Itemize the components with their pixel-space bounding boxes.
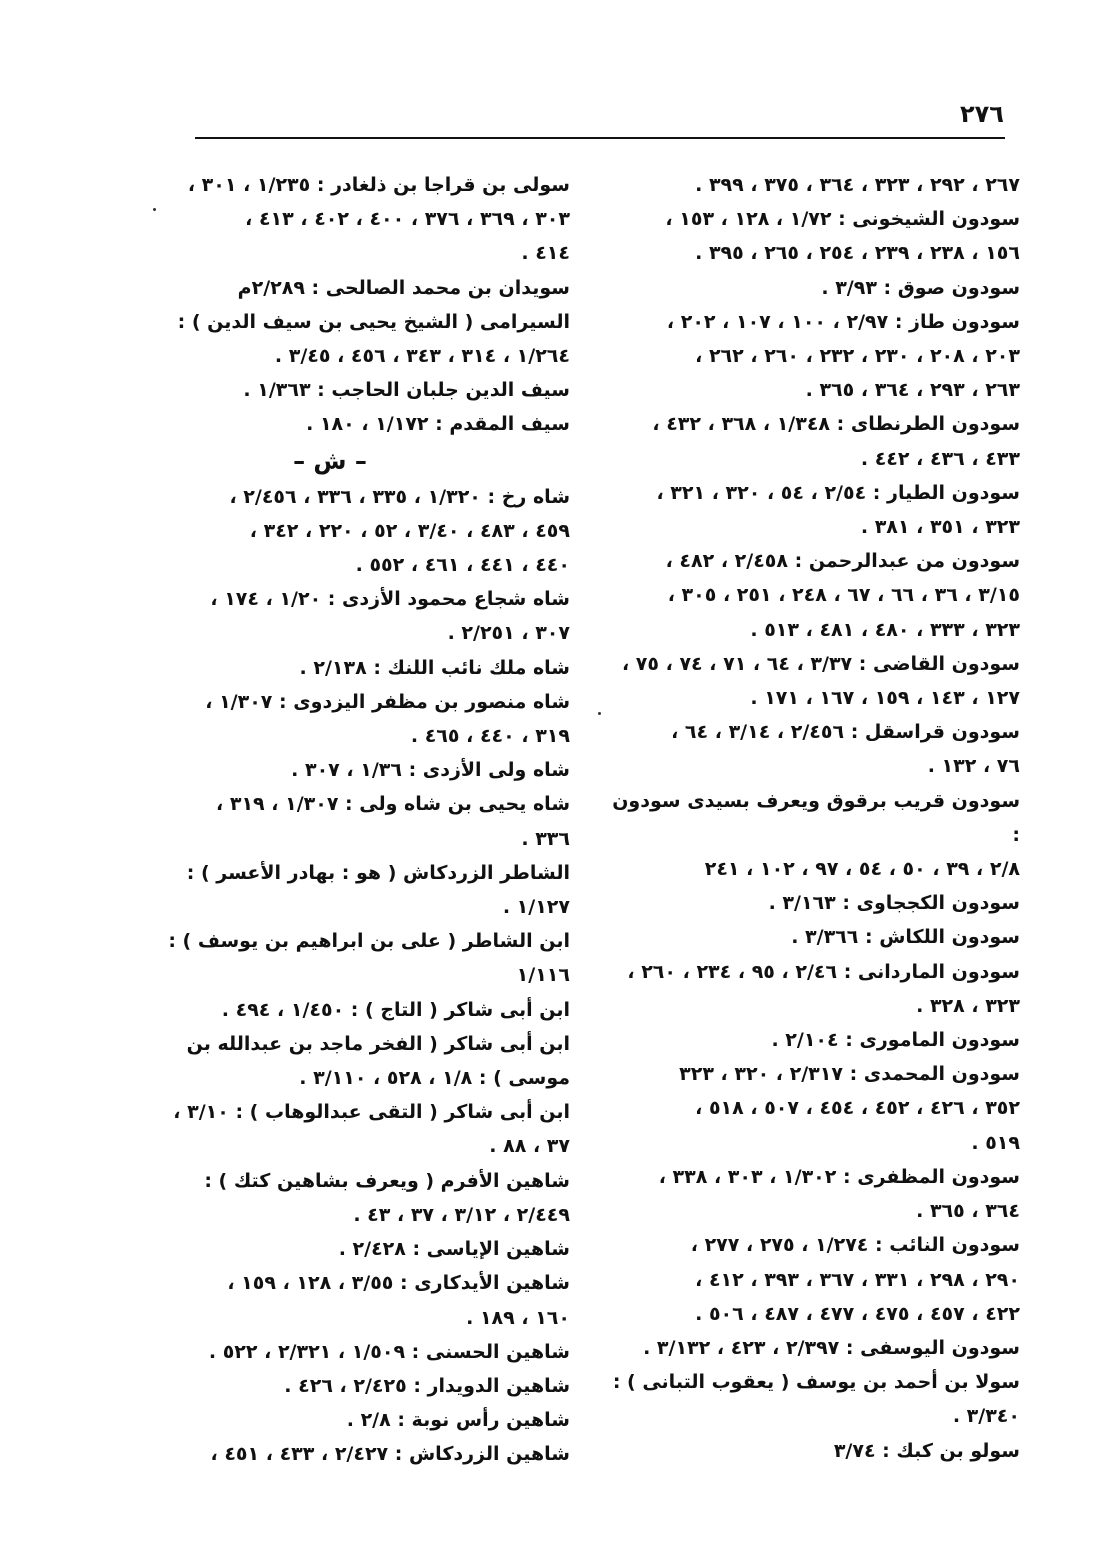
index-line: سودون المامورى : ٢/١٠٤ .: [771, 1029, 1020, 1052]
index-line: ٣٢٣ ، ٣٥١ ، ٣٨١ .: [860, 516, 1020, 539]
index-line: سيف المقدم : ١/١٧٢ ، ١٨٠ .: [306, 413, 570, 436]
index-line: ٣٢٣ ، ٣٢٨ .: [916, 994, 1020, 1017]
index-line: شاه يحيى بن شاه ولى : ١/٣٠٧ ، ٣١٩ ،: [216, 793, 570, 816]
index-line: موسى ) : ١/٨ ، ٥٢٨ ، ٣/١١٠ .: [299, 1067, 570, 1090]
page-number: ٢٧٦: [960, 100, 1004, 128]
index-line: سودون قريب برقوق ويعرف بسيدى سودون :: [612, 789, 1020, 846]
index-line: ٤٣٣ ، ٤٣٦ ، ٤٤٢ .: [860, 447, 1020, 470]
index-line: ٣/١٥ ، ٣٦ ، ٦٦ ، ٦٧ ، ٢٤٨ ، ٢٥١ ، ٣٠٥ ،: [667, 584, 1020, 607]
index-line: شاه رخ : ١/٣٢٠ ، ٣٣٥ ، ٣٣٦ ، ٢/٤٥٦ ،: [229, 485, 570, 508]
index-line: شاهين رأس نوبة : ٢/٨ .: [346, 1409, 570, 1432]
index-line: ٣١٩ ، ٤٤٠ ، ٤٦٥ .: [410, 725, 570, 748]
index-line: ٢/٨ ، ٣٩ ، ٥٠ ، ٥٤ ، ٩٧ ، ١٠٢ ، ٢٤١: [704, 858, 1020, 881]
index-line: شاهين الزردكاش : ٢/٤٢٧ ، ٤٣٣ ، ٤٥١ ،: [210, 1443, 570, 1466]
index-line: ٥١٩ .: [971, 1131, 1020, 1154]
index-line: ٢٠٣ ، ٢٠٨ ، ٢٣٠ ، ٢٣٢ ، ٢٦٠ ، ٢٦٢ ،: [695, 345, 1020, 368]
index-line: ابن أبى شاكر ( التقى عبدالوهاب ) : ٣/١٠ ،: [173, 1101, 570, 1124]
index-line: ١٥٦ ، ٢٣٨ ، ٢٣٩ ، ٢٥٤ ، ٢٦٥ ، ٣٩٥ .: [695, 242, 1020, 265]
index-line: ١/١١٦: [516, 964, 570, 987]
index-line: ١/١٢٧ .: [502, 896, 570, 919]
index-line: ٤١٤ .: [521, 242, 570, 265]
index-line: الشاطر الزردكاش ( هو : بهادر الأعسر ) :: [186, 861, 570, 884]
index-line: سودون من عبدالرحمن : ٢/٤٥٨ ، ٤٨٢ ،: [665, 550, 1020, 573]
index-line: شاه منصور بن مظفر اليزدوى : ١/٣٠٧ ،: [205, 690, 570, 713]
index-line: سودون قراسقل : ٢/٤٥٦ ، ٣/١٤ ، ٦٤ ،: [671, 721, 1020, 744]
index-line: شاه ولى الأزدى : ١/٣٦ ، ٣٠٧ .: [291, 759, 570, 782]
index-line: سودون اليوسفى : ٢/٣٩٧ ، ٤٢٣ ، ٣/١٣٢ .: [643, 1336, 1020, 1359]
index-line: ٢٦٣ ، ٢٩٣ ، ٣٦٤ ، ٣٦٥ .: [805, 379, 1020, 402]
index-line: سولو بن كبك : ٣/٧٤: [833, 1439, 1020, 1462]
index-line: ٣٣٦ .: [521, 827, 570, 850]
index-line: سودون الشيخونى : ١/٧٢ ، ١٢٨ ، ١٥٣ ،: [665, 208, 1020, 231]
index-line: ٣٠٣ ، ٣٦٩ ، ٣٧٦ ، ٤٠٠ ، ٤٠٢ ، ٤١٣ ،: [245, 208, 570, 231]
index-line: سودون اللكاش : ٣/٣٦٦ .: [791, 926, 1020, 949]
index-line: شاه شجاع محمود الأزدى : ١/٢٠ ، ١٧٤ ،: [210, 588, 570, 611]
index-line: ٣٧ ، ٨٨ .: [489, 1135, 570, 1158]
scan-speck: [598, 712, 601, 715]
index-line: ٣٦٤ ، ٣٦٥ .: [916, 1200, 1020, 1223]
index-line: سودون الطيار : ٢/٥٤ ، ٥٤ ، ٣٢٠ ، ٣٢١ ،: [656, 481, 1020, 504]
index-line: ٤٥٩ ، ٤٨٣ ، ٣/٤٠ ، ٥٢ ، ٢٢٠ ، ٣٤٢ ،: [249, 519, 570, 542]
index-line: شاه ملك نائب اللنك : ٢/١٣٨ .: [299, 656, 570, 679]
index-line: سولا بن أحمد بن يوسف ( يعقوب التبانى ) :: [612, 1371, 1020, 1394]
index-line: سولى بن قراجا بن ذلغادر : ١/٢٣٥ ، ٣٠١ ،: [187, 174, 570, 196]
index-column-left: [150, 168, 570, 1472]
index-line: ٣٢٣ ، ٣٣٣ ، ٤٨٠ ، ٤٨١ ، ٥١٣ .: [750, 618, 1020, 641]
index-line: السيرامى ( الشيخ يحيى بن سيف الدين ) :: [177, 310, 570, 333]
index-line: ٣٠٧ ، ٢/٢٥١ .: [447, 622, 570, 645]
index-line: شاهين الأفرم ( ويعرف بشاهين كتك ) :: [204, 1169, 570, 1192]
index-line: سودون طاز : ٢/٩٧ ، ١٠٠ ، ١٠٧ ، ٢٠٢ ،: [666, 310, 1020, 333]
index-line: ٢٦٧ ، ٢٩٢ ، ٣٢٣ ، ٣٦٤ ، ٣٧٥ ، ٣٩٩ .: [695, 174, 1020, 196]
index-line: سودون صوق : ٣/٩٣ .: [821, 276, 1020, 299]
index-line: سودون المحمدى : ٢/٣١٧ ، ٣٢٠ ، ٣٢٣: [679, 1063, 1020, 1086]
index-line: ١/٢٦٤ ، ٣١٤ ، ٣٤٣ ، ٤٥٦ ، ٣/٤٥ .: [274, 345, 570, 368]
header-rule: [195, 137, 1005, 139]
index-line: شاهين الأيدكارى : ٣/٥٥ ، ١٢٨ ، ١٥٩ ،: [227, 1272, 570, 1295]
section-heading-sheen: – ش –: [293, 446, 367, 475]
index-line: ١٦٠ ، ١٨٩ .: [466, 1306, 570, 1329]
index-line: ابن أبى شاكر ( الفخر ماجد بن عبدالله بن: [186, 1032, 570, 1055]
index-line: سودون الكججاوى : ٣/١٦٣ .: [768, 892, 1020, 915]
index-column-right: [600, 168, 1020, 1468]
index-line: شاهين الحسنى : ١/٥٠٩ ، ٢/٣٢١ ، ٥٢٢ .: [208, 1340, 570, 1363]
index-line: سويدان بن محمد الصالحى : ٢/٢٨٩م: [237, 276, 570, 299]
index-line: ٢٩٠ ، ٢٩٨ ، ٣٣١ ، ٣٦٧ ، ٣٩٣ ، ٤١٢ ،: [695, 1268, 1020, 1291]
scan-speck: [153, 208, 156, 211]
index-line: ابن أبى شاكر ( التاج ) : ١/٤٥٠ ، ٤٩٤ .: [221, 998, 570, 1021]
index-line: ٤٤٠ ، ٤٤١ ، ٤٦١ ، ٥٥٢ .: [355, 554, 570, 577]
index-line: سودون الماردانى : ٢/٤٦ ، ٩٥ ، ٢٣٤ ، ٢٦٠ ،: [627, 960, 1020, 983]
index-line: شاهين الدويدار : ٢/٤٢٥ ، ٤٢٦ .: [284, 1374, 570, 1397]
index-line: سودون الطرنطاى : ١/٣٤٨ ، ٣٦٨ ، ٤٣٢ ،: [652, 413, 1020, 436]
index-line: ٤٢٢ ، ٤٥٧ ، ٤٧٥ ، ٤٧٧ ، ٤٨٧ ، ٥٠٦ .: [695, 1302, 1020, 1325]
index-line: ابن الشاطر ( على بن ابراهيم بن يوسف ) :: [168, 930, 570, 953]
index-line: سودون المظفرى : ١/٣٠٢ ، ٣٠٣ ، ٣٣٨ ،: [658, 1165, 1020, 1188]
index-line: سودون القاضى : ٣/٣٧ ، ٦٤ ، ٧١ ، ٧٤ ، ٧٥ ،: [621, 652, 1020, 675]
index-line: سودون النائب : ١/٢٧٤ ، ٢٧٥ ، ٢٧٧ ،: [690, 1234, 1020, 1257]
index-line: ٣/٣٤٠ .: [952, 1405, 1020, 1428]
index-line: ١٢٧ ، ١٤٣ ، ١٥٩ ، ١٦٧ ، ١٧١ .: [750, 687, 1020, 710]
index-line: ٢/٤٤٩ ، ٣/١٢ ، ٣٧ ، ٤٣ .: [353, 1203, 570, 1226]
index-line: ٣٥٢ ، ٤٢٦ ، ٤٥٢ ، ٤٥٤ ، ٥٠٧ ، ٥١٨ ،: [695, 1097, 1020, 1120]
index-line: سيف الدين جلبان الحاجب : ١/٣٦٣ .: [243, 379, 570, 402]
index-line: ٧٦ ، ١٣٢ .: [927, 755, 1020, 778]
index-line: شاهين الإياسى : ٢/٤٢٨ .: [338, 1238, 570, 1261]
